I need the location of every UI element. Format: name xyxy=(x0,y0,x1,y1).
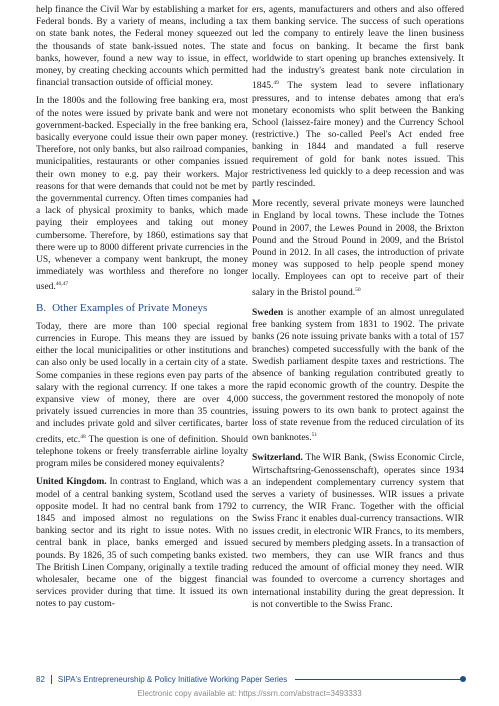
footnote-ref: 46,47 xyxy=(55,281,69,288)
left-column xyxy=(36,4,248,617)
paragraph-text: In the 1800s and the following free banking era, most of the notes were issued by private bank and were not government-backed. Especially in the free banking era, basically everyone could issue their own paper money. Therefore, not only banks, but also railroad companies, municipalities, restaurants or other companies issued their own money to e.g. pay their workers. Major reasons for that were demands that could not be met by the governmental currency. Often times companies had a lack of physical proximity to banks, which made paying their employees and taking out money cumbersome. Therefore, by 1860, estimations say that there were up to 8000 different private currencies in the US, whenever a company went bankrupt, the money immediately was worthless and therefore no longer used. xyxy=(36,96,248,293)
paragraph-text: More recently, several private moneys were launched in England by local towns. These include the Totnes Pound in 2007, the Lewes Pound in 2008, the Brixton Pound and the Stroud Pound in 2009, and the Bristol Pound in 2012. In all cases, the introduction of private money was supposed to help people spend money locally. Employees can opt to receive part of their salary in the Bristol pound. xyxy=(252,199,464,298)
page-number: 82 xyxy=(36,674,45,684)
footnote-ref: 50 xyxy=(355,286,361,293)
series-title: SIPA's Entrepreneurship & Policy Initiative Working Paper Series xyxy=(57,674,288,684)
footnote-ref: 51 xyxy=(311,432,318,439)
paragraph-civil-war xyxy=(36,4,248,89)
paragraph-free-banking xyxy=(36,95,248,293)
section-heading xyxy=(36,302,248,315)
run-in-heading-sweden: Sweden xyxy=(252,307,284,318)
paragraph-regional-currencies xyxy=(36,321,248,471)
paragraph-text: The WIR Bank, (Swiss Economic Circle, Wirtschaftsring-Genossenschaft), operates since 1934 an independent complementary currency system that serves a variety of businesses. WIR issues a private currency, the WIR Franc. Together with the official Swiss Franc it enables dual-currency transactions. WIR issues credit, in electronic WIR Francs, to its members, secured by members pledging assets. In a transaction of two members, they can use WIR francs and thus reduced the amount of official money they need. WIR was founded to overcome a currency shortages and international instability during the great depression. It is not convertible to the Swiss Franc. xyxy=(252,453,464,610)
run-in-heading-uk: United Kingdom. xyxy=(36,477,107,488)
paragraph-text: The system lead to severe inflationary pressures, and to intense debates among that era's monetary economists who split between the Banking School (laissez-faire money) and the Currency School (restrictive.) The so-called Peel's Act ended free banking in 1844 and mandated a full reserve requirement of gold for bank notes issued. This restrictiveness led quickly to a deep recession and was partly rescinded. xyxy=(252,81,464,189)
footer-dot-icon xyxy=(460,676,466,682)
paragraph-united-kingdom xyxy=(36,476,248,610)
section-letter: B. xyxy=(36,301,47,314)
paragraph-text: is another example of an almost unregulated free banking system from 1831 to 1902. The private banks (26 note issuing private banks with a total of 157 branches) competed successfully with the bank of the Swedish parliament despite taxes and restrictions. The absence of banking regulation contributed greatly to the rapid economic growth of the country. Despite the success, the government restored the monopoly of note issuing powers to its own bank to protect against the loss of state revenue from the reduced circulation of its own banknotes. xyxy=(252,307,464,444)
paragraph-linen-company xyxy=(252,4,464,190)
paragraph-switzerland xyxy=(252,452,464,611)
footer-rule xyxy=(295,679,463,680)
footer-divider xyxy=(51,675,52,684)
page-footer xyxy=(36,672,463,686)
paragraph-sweden xyxy=(252,307,464,444)
section-title: Other Examples of Private Moneys xyxy=(52,301,208,314)
paragraph-text: help finance the Civil War by establishing a market for Federal bonds. By a variety of means, including a tax on state bank notes, the Federal money squeezed out the thousands of state bank-issued notes. The state banks, however, found a new way to issue, in effect, money, by creating checking accounts which permitted financial transaction outside of official money. xyxy=(36,5,248,89)
ssrn-notice: Electronic copy available at: https://ssrn.com/abstract=3493333 xyxy=(137,689,362,698)
paragraph-text: The question is one of definition. Should telephone tokens or freely transferrable airline loyalty program miles be considered money equivalents? xyxy=(36,434,248,470)
footnote-ref: 49 xyxy=(273,80,279,87)
paragraph-text: In contrast to England, which was a model of a central banking system, Scotland used the opposite model. It had no central bank from 1792 to 1845 and imposed almost no regulations on the banking sector and its right to issue notes. With no central bank in place, banks emerged and issued pounds. By 1826, 35 of such competing banks existed. The British Linen Company, originally a textile trading wholesaler, became one of the biggest financial services provider during that time. It issued its own notes to pay custom- xyxy=(36,477,248,610)
paragraph-text: Today, there are more than 100 special regional currencies in Europe. This means they are issued by either the local municipalities or other institutions and can also only be used locally in a certain city of a state. Some companies in these regions even pay parts of the salary with the regional currency. If one takes a more expansive view of money, there are over 4,000 privately issued currencies in more than 35 countries, and includes private gold and silver certificates, barter credits, etc. xyxy=(36,321,248,445)
paragraph-text: ers, agents, manufacturers and others and also offered them banking service. The success of such operations led the company to entirely leave the linen business and focus on banking. It became the first bank worldwide to start opening up branches extensively. It had the industry's greatest bank note circulation in 1845. xyxy=(252,5,464,92)
paragraph-local-pounds xyxy=(252,198,464,299)
run-in-heading-switzerland: Switzerland. xyxy=(252,453,303,464)
right-column xyxy=(252,4,464,617)
footnote-ref: 48 xyxy=(80,433,86,440)
